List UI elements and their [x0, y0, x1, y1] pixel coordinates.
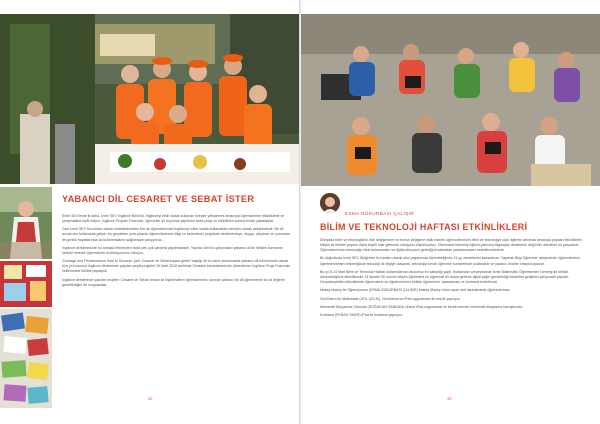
- right-paragraph: Bu yıl 8-14 Mart Bilim ve Teknoloji Haftası kutlamalarına okulumuz ev sahipliği yaptı. Kutlamalar çerçevesinde İzmir Matematik Öğretmenleri Derneği ile birlikte düzenlediğimiz etkinliklerde 13 ilçeden 50 okulun bilişim öğretmeni ve öğrencisi bir araya gelerek dijital çağın gerektirdiği becerileri geliştirici çalışmalar yaptılar. Gerçekleştirilen etkinliklerde öğrencilerin ve öğretmenlerin birlikte öğrenmesi, tasarlaması ve üretmesi hedeflendi.: [320, 269, 570, 285]
- right-page-body: [320, 238, 590, 321]
- right-page: [301, 0, 600, 424]
- left-page: [0, 0, 299, 424]
- right-paragraph: Dünyada bilim ve teknolojideki hızlı değişimlere ve bunun değişime eşlik ederek öğrencilerimizin bilim ve teknolojiye olan ilgilerini artırmak amacıyla yapılan etkinliklerin bilişim ile birlikte yaşamı daha keyifli hale getirmek olduğunu düşünüyoruz. Ülkemizde teknoloji eğitimi yalnızca bilgisayar derslerinin değil tüm derslerin bir parçasıdır. Öğrencilerimizin teknolojiyi etkin kullanmaları ve dijital dünyanın getirdiği fırsatlardan yararlanmaları hedeflenmektedir.: [320, 238, 582, 253]
- students-photo-graphic: [0, 14, 299, 184]
- left-page-number: 32: [148, 396, 153, 401]
- bulletin-board-photo: [0, 261, 52, 307]
- costume-student-photo: [0, 187, 52, 259]
- left-paragraph: Özel İzmir SEV Kurumları olarak hedeflerimizden biri de öğrencilerimizi İngilizceyi etkin olarak kullanabilen bireyler olarak yetiştirmektir. Bir dil ancak onu kullanarak gelişir; bu gerçekten yola çıkarak öğrencilerimizin bilgi ve becerilerini projelerle desteklemeye, duygu, düşünce ve yorumları ile günlük hayatlarında da kullanmalarını sağlamaya çalışıyoruz.: [62, 227, 290, 242]
- right-paragraph: Kodlama (FERAH ÖNER) iPad ile kodlama yapılıyor.: [320, 313, 403, 318]
- author-avatar: [320, 193, 340, 213]
- author-avatar-graphic: [320, 193, 340, 213]
- students-photo: [0, 14, 299, 184]
- costume-student-graphic: [0, 187, 52, 259]
- tablet-class-photo: [301, 14, 600, 186]
- right-paragraph: Makey Makey ile Öğreniyorum (ESMA GÜKURBASI ÇALIŞIR) Makey Makey robot uçum seti tasarlanarak öğrencilerimiz.: [320, 288, 511, 293]
- author-name: ESMA GÜKURBASI ÇALIŞIR: [345, 211, 415, 216]
- right-paragraph: Bu doğrultuda İzmir SEV İlköğretim Kurumları olarak okul yaşamında düzenlediğimiz 21 yy. becerilerini kazandıran 'Yaparak Bilgi Öğrenme' atölyesinde öğrencilerimiz, öğretmenlerinin rehberliğinde teknoloji ile bilgiye ulaşarak, teknolojiyi kendi öğrenme süreçlerinde kullandılar ve yaratıcı ürünler ortaya koydular.: [320, 256, 581, 266]
- left-paragraph: Enfel SEV'lerde ki daha. İzmir SEV İngilizce Bölümü, İngilizceyi etkili olarak kullanan bireyler yetiştirmek amacıyla öğrencilerine etkinliklerle ve yarışmalarla eşlik ediyor. İngilizce Projeler Fuarında, öğrenciler yıl boyunca yaptıkları farklı proje ve etkinlikleri sunma fırsatı yakaladılar.: [62, 214, 285, 224]
- left-paragraph: İngilizce derslerinde yapılan projeleri 'Cesaret ve Sebat' temalı ile ilişkilendiren öğrencilerimiz, sınırda yabancı bir dil öğrenmenin bu iki değerle gerektirdiğini de vurguladılar.: [62, 277, 285, 287]
- tablet-class-graphic: [301, 14, 600, 186]
- project-books-photo: [0, 309, 52, 408]
- right-page-title: BİLİM VE TEKNOLOJİ HAFTASI ETKİNLİKLERİ: [320, 222, 528, 232]
- bulletin-board-graphic: [0, 261, 52, 307]
- left-page-body: [62, 214, 290, 291]
- right-page-number: 33: [447, 396, 452, 401]
- left-page-title: YABANCI DİL CESARET VE SEBAT İSTER: [62, 194, 255, 204]
- right-paragraph: GeoGebra ile Matematik (ATIL ÇELİK), GeoGebra ve iPad uygulaması ile müzik yapılıyor.: [320, 296, 461, 301]
- left-paragraph: İngilizce derslerimizde bu amaçla birbirinden farklı pek çok çalışma yapılmaktadır. Yapılan tüm bu çalışmaları yabancı dil ile iletişim kurmanın zevkini vererek öğrencilerin motivasyonunu artırıyor.: [62, 245, 283, 255]
- left-paragraph: 'Courage and Perseverance lead to Success' yani 'Cesaret ve Sebat başarı getirir' başlığı ile bu sene okulumuzda yabancı dil bölümümüz olarak tüm yıl boyunca İngilizce derslerinde yapılan çeşitli projeleri 26 Mart 2016 tarihinde Ortaokul kampüsümüzde düzenlenen İngilizce Proje Fuarında velilerimizle birlikte paylaştık.: [62, 259, 290, 274]
- project-books-graphic: [0, 309, 52, 408]
- right-paragraph: Minecraft Dünyasına Yolculuk (DOĞUKAN GANDAN) Unkon iPad uygulaması ile kendi mermin minecraft dünyasına kavuşturulur.: [320, 304, 524, 309]
